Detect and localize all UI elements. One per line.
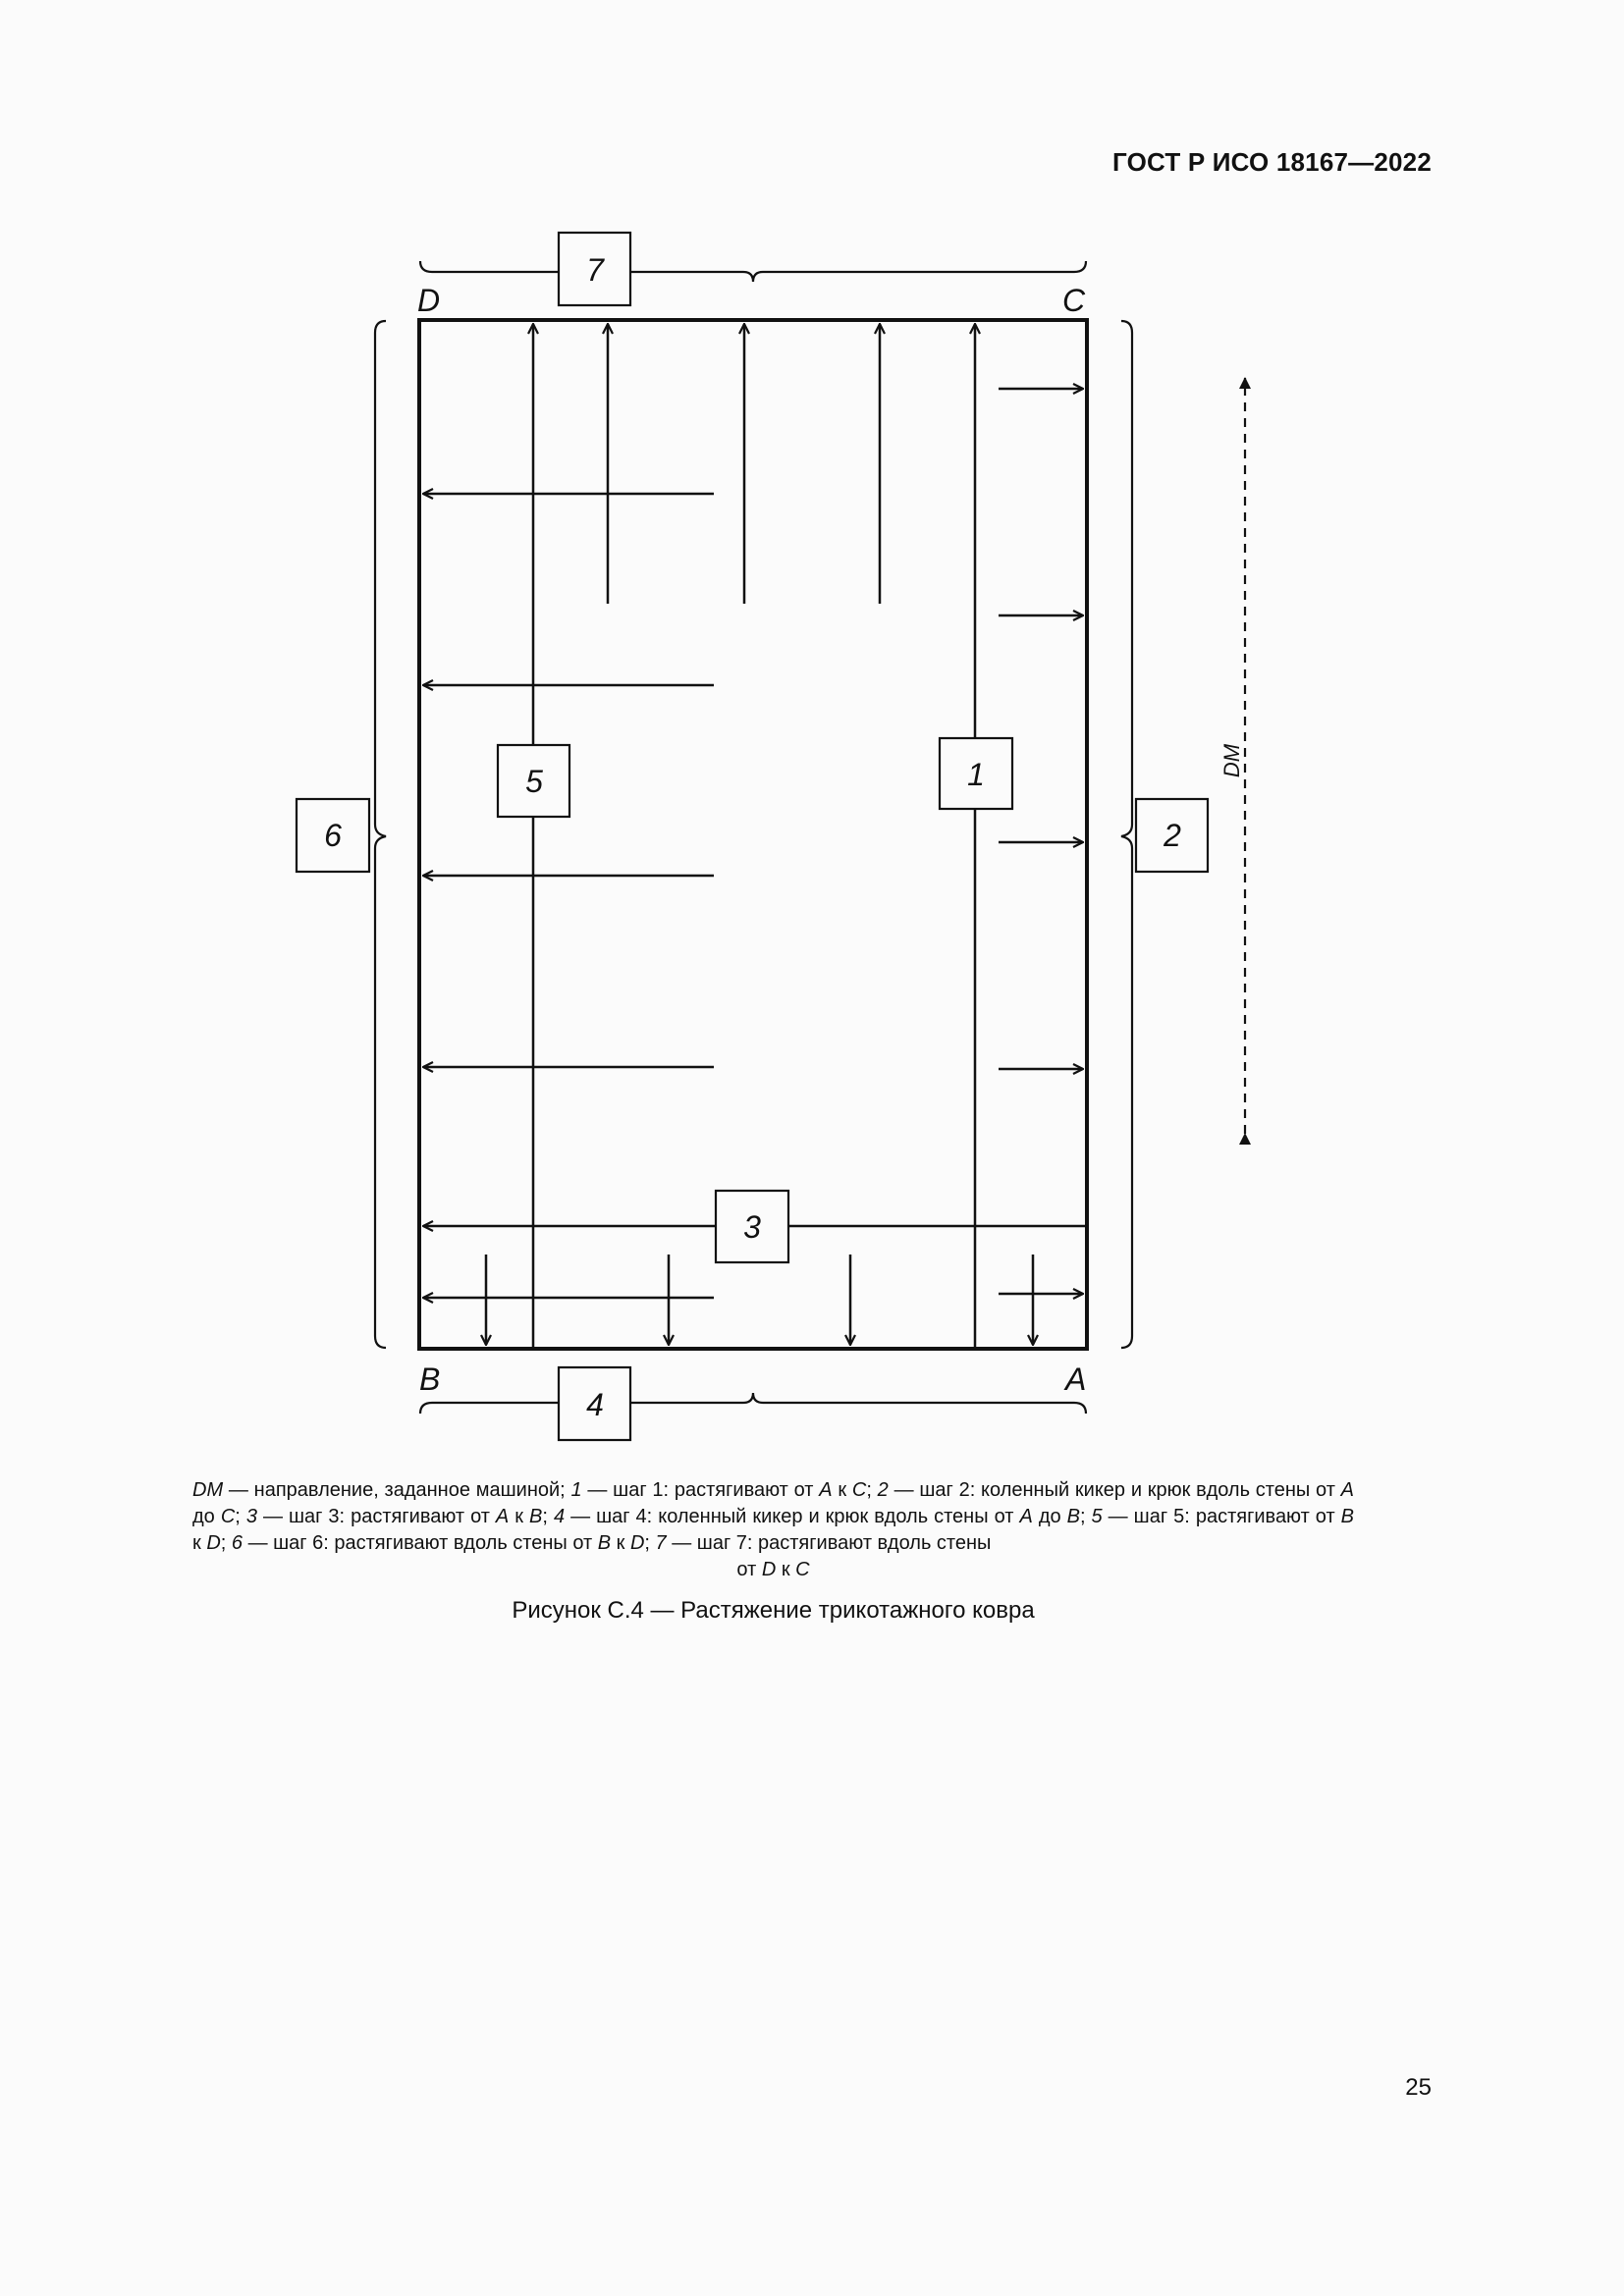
legend-text: C <box>795 1559 810 1580</box>
corner-b-label: B <box>419 1362 441 1397</box>
legend-text: C <box>220 1506 236 1527</box>
legend-text: к <box>611 1532 630 1554</box>
legend-text: A <box>495 1506 510 1527</box>
corner-c-label: C <box>1062 283 1086 318</box>
corner-a-label: A <box>1065 1362 1087 1397</box>
legend-text: 6 <box>231 1532 244 1554</box>
legend-text: DM <box>192 1479 224 1501</box>
corner-d-label: D <box>417 283 441 318</box>
step2-number: 2 <box>1164 818 1181 853</box>
legend-text: до <box>1032 1506 1067 1527</box>
step7-number: 7 <box>586 252 604 288</box>
legend-text: к <box>832 1479 852 1501</box>
legend-text: — шаг 5: растягивают от <box>1102 1506 1341 1527</box>
legend-text: B <box>597 1532 612 1554</box>
legend-text: — шаг 2: коленный кикер и крюк вдоль стены от <box>888 1479 1341 1501</box>
step6-number: 6 <box>324 818 342 853</box>
legend-text: от <box>736 1559 762 1580</box>
legend-text: B <box>529 1506 543 1527</box>
legend-text: — направление, заданное машиной; <box>223 1479 571 1501</box>
legend-text: C <box>851 1479 867 1501</box>
legend-text: — шаг 3: растягивают от <box>256 1506 496 1527</box>
legend-text: 5 <box>1091 1506 1103 1527</box>
legend-text: D <box>206 1532 221 1554</box>
left-brace <box>375 321 386 1348</box>
document-header: ГОСТ Р ИСО 18167—2022 <box>1111 147 1432 177</box>
legend-text: — шаг 7: растягивают вдоль стены <box>666 1532 992 1554</box>
legend-text: к <box>776 1559 796 1580</box>
legend-text: 4 <box>553 1506 566 1527</box>
legend-text: 2 <box>877 1479 889 1501</box>
legend-text: D <box>629 1532 645 1554</box>
legend-text: — шаг 6: растягивают вдоль стены от <box>243 1532 598 1554</box>
legend-text: ; <box>542 1506 554 1527</box>
legend-text: ; <box>644 1532 656 1554</box>
legend-text: D <box>761 1559 777 1580</box>
legend-text: 1 <box>570 1479 582 1501</box>
legend-text: A <box>1019 1506 1033 1527</box>
legend-text: ; <box>1079 1506 1086 1527</box>
legend-text: к <box>192 1532 207 1554</box>
legend-text: B <box>1340 1506 1354 1527</box>
legend-text: A <box>1340 1479 1354 1501</box>
legend-text: — шаг 1: растягивают от <box>581 1479 820 1501</box>
bottom-brace <box>420 1393 1086 1414</box>
legend-text: A <box>819 1479 833 1501</box>
top-brace <box>420 261 1086 282</box>
legend-text: к <box>509 1506 530 1527</box>
figure-caption: Рисунок С.4 — Растяжение трикотажного ковра <box>512 1597 1035 1624</box>
page-number: 25 <box>1405 2074 1432 2101</box>
figure-legend <box>192 1477 1354 1583</box>
step1-number: 1 <box>967 757 985 792</box>
dm-label: DM <box>1219 743 1244 778</box>
step5-number: 5 <box>525 764 543 799</box>
legend-text: — шаг 4: коленный кикер и крюк вдоль стены от <box>565 1506 1020 1527</box>
legend-text: ; <box>235 1506 246 1527</box>
legend-text: 7 <box>655 1532 667 1554</box>
legend-text: ; <box>866 1479 878 1501</box>
legend-text: 3 <box>245 1506 257 1527</box>
legend-text: B <box>1066 1506 1080 1527</box>
step3-number: 3 <box>743 1209 761 1245</box>
legend-text: до <box>192 1506 221 1527</box>
legend-text: ; <box>220 1532 232 1554</box>
right-brace <box>1121 321 1132 1348</box>
step4-number: 4 <box>586 1387 604 1422</box>
